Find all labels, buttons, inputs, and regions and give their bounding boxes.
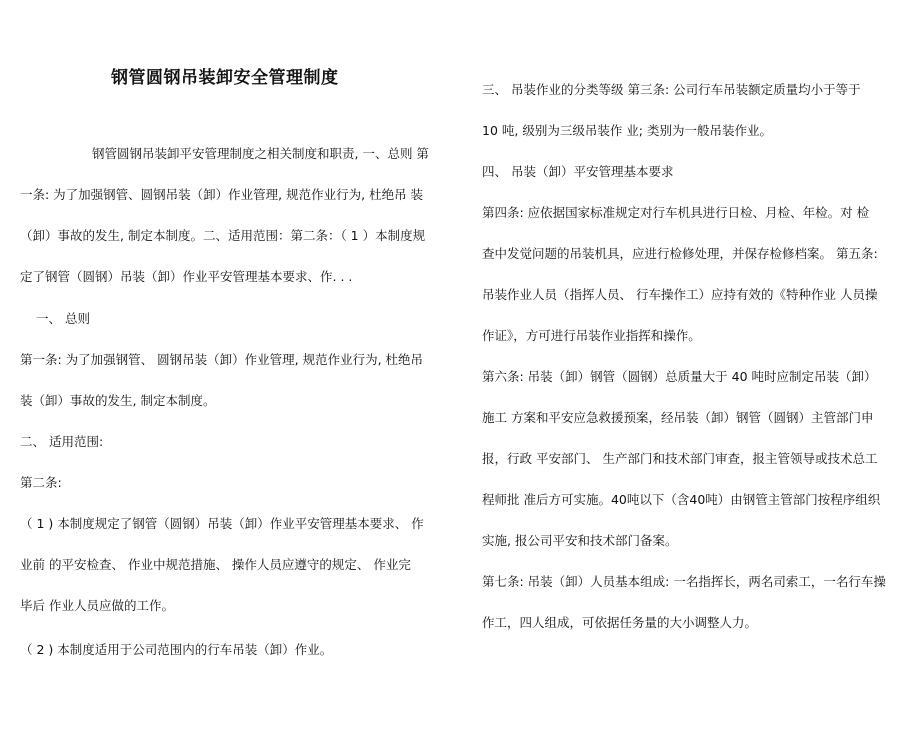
document-title: 钢管圆钢吊装卸安全管理制度: [111, 68, 339, 88]
left-line-10: （ 1 ) 本制度规定了钢管（圆钢）吊装（卸）作业平安管理基本要求、 作: [20, 516, 424, 531]
right-line-7: 作证》，方可进行吊装作业指挥和操作。: [482, 328, 701, 343]
left-line-12: 毕后 作业人员应做的工作。: [20, 598, 174, 613]
left-line-13: （ 2 ) 本制度适用于公司范围内的行车吊装（卸）作业。: [20, 642, 333, 657]
right-line-14: 作工，四人组成，可依据任务量的大小调整人力。: [482, 615, 758, 630]
left-line-4: 定了钢管（圆钢）吊装（卸）作业平安管理基本要求、作. . .: [20, 269, 353, 284]
article-2-heading: 第二条:: [20, 475, 62, 490]
right-line-13: 第七条: 吊装（卸）人员基本组成: 一名指挥长，两名司索工，一名行车操: [482, 574, 886, 589]
right-line-5: 查中发觉问题的吊装机具，应进行检修处理，并保存检修档案。 第五条:: [482, 246, 878, 261]
left-line-6: 第一条: 为了加强钢管、 圆钢吊装（卸）作业管理, 规范作业行为, 杜绝吊: [20, 352, 424, 367]
right-line-12: 实施, 报公司平安和技术部门备案。: [482, 533, 678, 548]
left-line-7: 装（卸）事故的发生, 制定本制度。: [20, 393, 216, 408]
left-line-2: 一条: 为了加强钢管、圆钢吊装（卸）作业管理, 规范作业行为, 杜绝吊 装: [20, 187, 424, 202]
section-heading-requirements: 四、 吊装（卸）平安管理基本要求: [482, 164, 674, 179]
right-line-11: 程师批 准后方可实施。40吨以下（含40吨）由钢管主管部门按程序组织: [482, 492, 881, 507]
right-line-10: 报，行政 平安部门、 生产部门和技术部门审查，报主管领导或技术总工: [482, 451, 878, 466]
left-line-11: 业前 的平安检查、 作业中规范措施、 操作人员应遵守的规定、 作业完: [20, 557, 411, 572]
section-heading-scope: 二、 适用范围:: [20, 434, 104, 449]
left-line-3: （卸）事故的发生, 制定本制度。二、适用范围：第二条：（ 1 ）本制度规: [20, 228, 426, 243]
right-line-8: 第六条: 吊装（卸）钢管（圆钢）总质量大于 40 吨时应制定吊装（卸）: [482, 369, 877, 384]
left-line-1: 钢管圆钢吊装卸平安管理制度之相关制度和职责, 一、总则 第: [92, 146, 429, 161]
right-line-9: 施工 方案和平安应急救援预案，经吊装（卸）钢管（圆钢）主管部门申: [482, 410, 874, 425]
right-line-6: 吊装作业人员（指挥人员、 行车操作工）应持有效的《特种作业 人员操: [482, 287, 878, 302]
right-line-4: 第四条: 应依据国家标准规定对行车机具进行日检、月检、年检。对 检: [482, 205, 870, 220]
section-heading-general: 一、 总则: [36, 311, 90, 326]
right-line-1: 三、 吊装作业的分类等级 第三条: 公司行车吊装额定质量均小于等于: [482, 82, 861, 97]
right-line-2: 10 吨, 级别为三级吊装作 业; 类别为一般吊装作业。: [482, 123, 772, 138]
